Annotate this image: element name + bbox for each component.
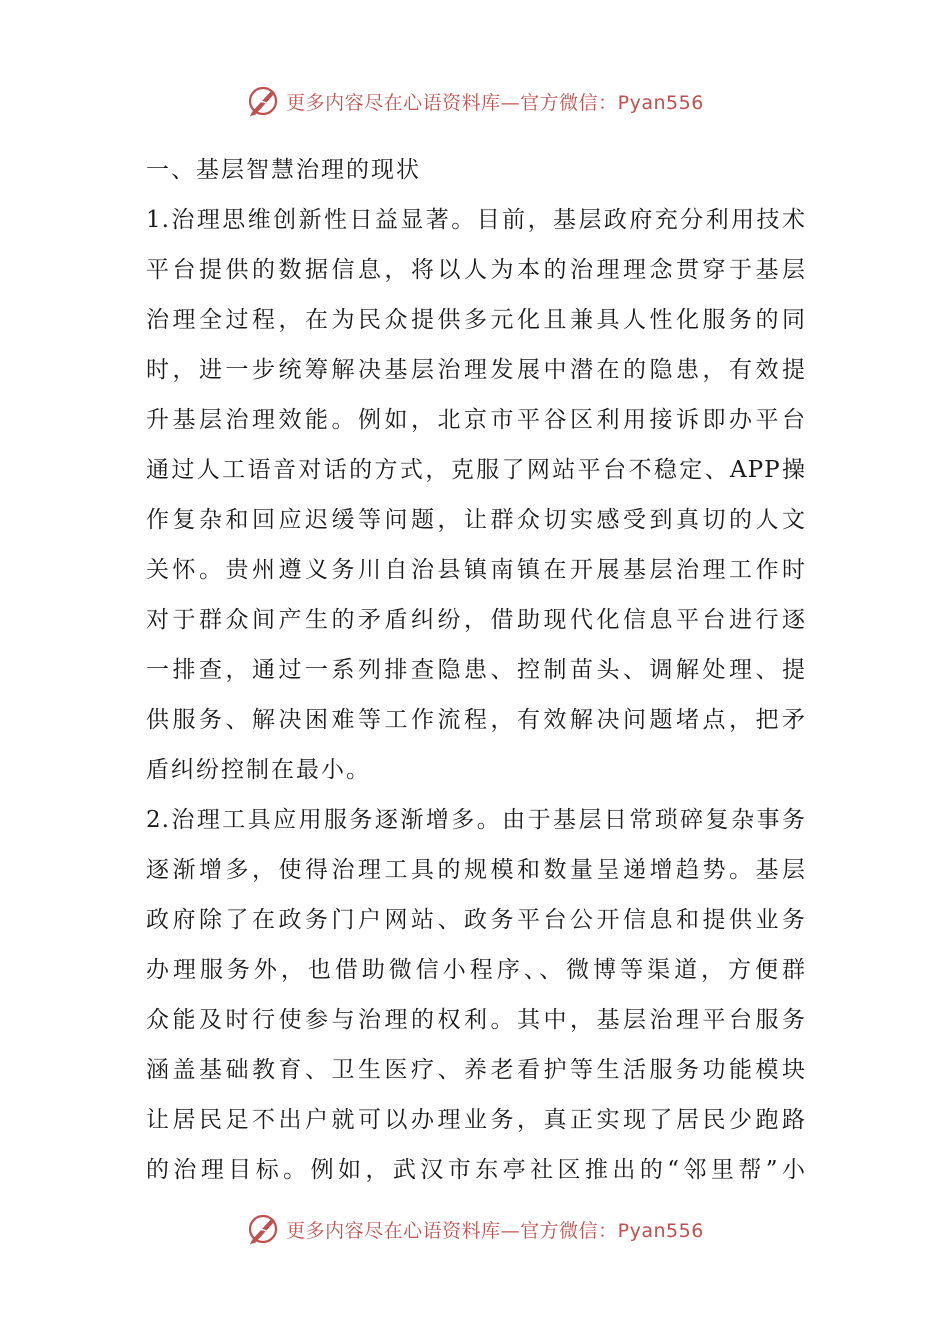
paragraph-1 — [146, 195, 806, 795]
banner-wechat-id: Pyan556 — [617, 91, 704, 114]
paragraph-2 — [146, 795, 806, 1195]
paragraph-line: 1.治理思维创新性日益显著。目前，基层政府充分利用技术 — [146, 207, 806, 233]
paragraph-line: 升基层治理效能。例如，北京市平谷区利用接诉即办平台 — [146, 407, 806, 433]
paragraph-line: 对于群众间产生的矛盾纠纷，借助现代化信息平台进行逐 — [146, 607, 806, 633]
paragraph-line: 逐渐增多，使得治理工具的规模和数量呈递增趋势。基层 — [146, 857, 806, 883]
paragraph-line: 涵盖基础教育、卫生医疗、养老看护等生活服务功能模块 — [146, 1057, 806, 1083]
banner-text — [286, 88, 704, 115]
header-banner — [0, 84, 950, 118]
paragraph-line: 治理全过程，在为民众提供多元化且兼具人性化服务的同 — [146, 307, 806, 333]
document-body — [146, 145, 806, 1195]
banner-main-text: 更多内容尽在心语资料库—官方微信： — [286, 1219, 618, 1242]
paragraph-line: 众能及时行使参与治理的权利。其中，基层治理平台服务 — [146, 1007, 806, 1033]
paragraph-line: 平台提供的数据信息，将以人为本的治理理念贯穿于基层 — [146, 257, 806, 283]
footer-banner — [0, 1212, 950, 1246]
paragraph-line: 供服务、解决困难等工作流程，有效解决问题堵点，把矛 — [146, 707, 806, 733]
paragraph-line: 政府除了在政务门户网站、政务平台公开信息和提供业务 — [146, 907, 806, 933]
paragraph-line: 通过人工语音对话的方式，克服了网站平台不稳定、APP操 — [146, 457, 806, 483]
paragraph-line: 办理服务外，也借助微信小程序、、微博等渠道，方便群 — [146, 957, 806, 983]
paragraph-line: 盾纠纷控制在最小。 — [146, 757, 371, 783]
paragraph-line: 让居民足不出户就可以办理业务，真正实现了居民少跑路 — [146, 1107, 806, 1133]
paragraph-line: 时，进一步统筹解决基层治理发展中潜在的隐患，有效提 — [146, 357, 806, 383]
pen-circle-icon — [246, 84, 280, 118]
section-heading: 一、基层智慧治理的现状 — [146, 157, 421, 183]
paragraph-line: 的治理目标。例如，武汉市东亭社区推出的“邻里帮”小 — [146, 1157, 806, 1183]
banner-wechat-id: Pyan556 — [617, 1219, 704, 1242]
paragraph-line: 一排查，通过一系列排查隐患、控制苗头、调解处理、提 — [146, 657, 806, 683]
banner-main-text: 更多内容尽在心语资料库—官方微信： — [286, 91, 618, 114]
paragraph-line: 作复杂和回应迟缓等问题，让群众切实感受到真切的人文 — [146, 507, 806, 533]
paragraph-line: 关怀。贵州遵义务川自治县镇南镇在开展基层治理工作时 — [146, 557, 806, 583]
pen-circle-icon — [246, 1212, 280, 1246]
banner-text — [286, 1216, 704, 1243]
paragraph-line: 2.治理工具应用服务逐渐增多。由于基层日常琐碎复杂事务 — [146, 807, 806, 833]
